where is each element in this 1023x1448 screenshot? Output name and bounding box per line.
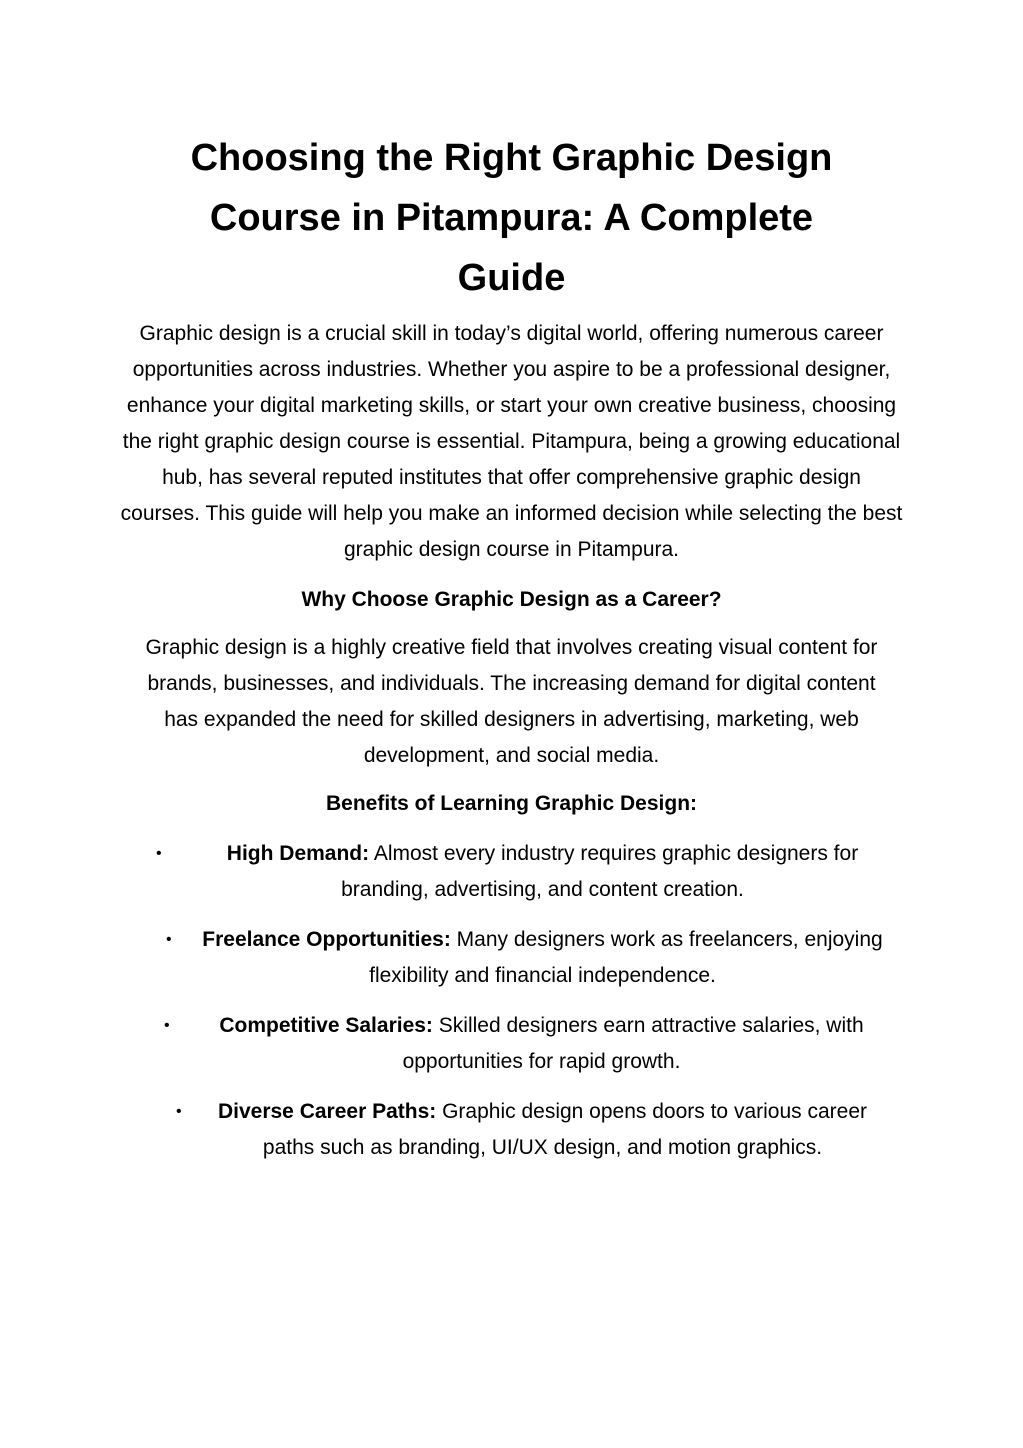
document-content	[120, 128, 903, 1180]
list-item	[120, 1094, 903, 1166]
section-heading-benefits: Benefits of Learning Graphic Design:	[325, 792, 698, 815]
list-item-label: Freelance Opportunities:	[202, 928, 451, 951]
list-item-text	[192, 922, 893, 994]
bullet-icon: •	[166, 931, 172, 948]
list-item-body: Almost every industry requires graphic designers for branding, advertising, and content creation.	[341, 842, 859, 901]
list-item-label: Competitive Salaries:	[219, 1014, 433, 1037]
list-item-label: Diverse Career Paths:	[217, 1100, 437, 1123]
list-item	[120, 1008, 903, 1080]
list-item-body: Graphic design opens doors to various career paths such as branding, UI/UX design, and motion graphics.	[262, 1100, 868, 1159]
bullet-icon: •	[176, 1103, 182, 1120]
list-item-body: Skilled designers earn attractive salaries, with opportunities for rapid growth.	[402, 1014, 864, 1073]
intro-paragraph: Graphic design is a crucial skill in today’s digital world, offering numerous career opportunities across industries. Whether you aspire to be a professional designer, enhance your digital marketing skills, or start your own creative business, choosing the right graphic design course is essential. Pitampura, being a growing educational hub, has several reputed institutes that offer comprehensive graphic design courses. This guide will help you make an informed decision while selecting the best graphic design course in Pitampura.	[120, 322, 903, 561]
list-item-text	[182, 836, 903, 908]
list-item	[120, 922, 903, 994]
benefits-list	[120, 836, 903, 1166]
list-item-body: Many designers work as freelancers, enjoying flexibility and financial independence.	[369, 928, 883, 987]
bullet-icon: •	[156, 845, 162, 862]
list-item-text	[190, 1008, 893, 1080]
document-title: Choosing the Right Graphic Design Course in Pitampura: A Complete Guide	[190, 137, 833, 299]
list-item	[120, 836, 903, 908]
section-heading-career: Why Choose Graphic Design as a Career?	[301, 588, 722, 611]
list-item-label: High Demand:	[226, 842, 370, 865]
list-item-text	[202, 1094, 883, 1166]
bullet-icon: •	[164, 1017, 170, 1034]
career-paragraph: Graphic design is a highly creative field that involves creating visual content for brands, businesses, and individuals. The increasing demand for digital content has expanded the need for skilled designers in advertising, marketing, web development, and social media.	[145, 636, 878, 767]
